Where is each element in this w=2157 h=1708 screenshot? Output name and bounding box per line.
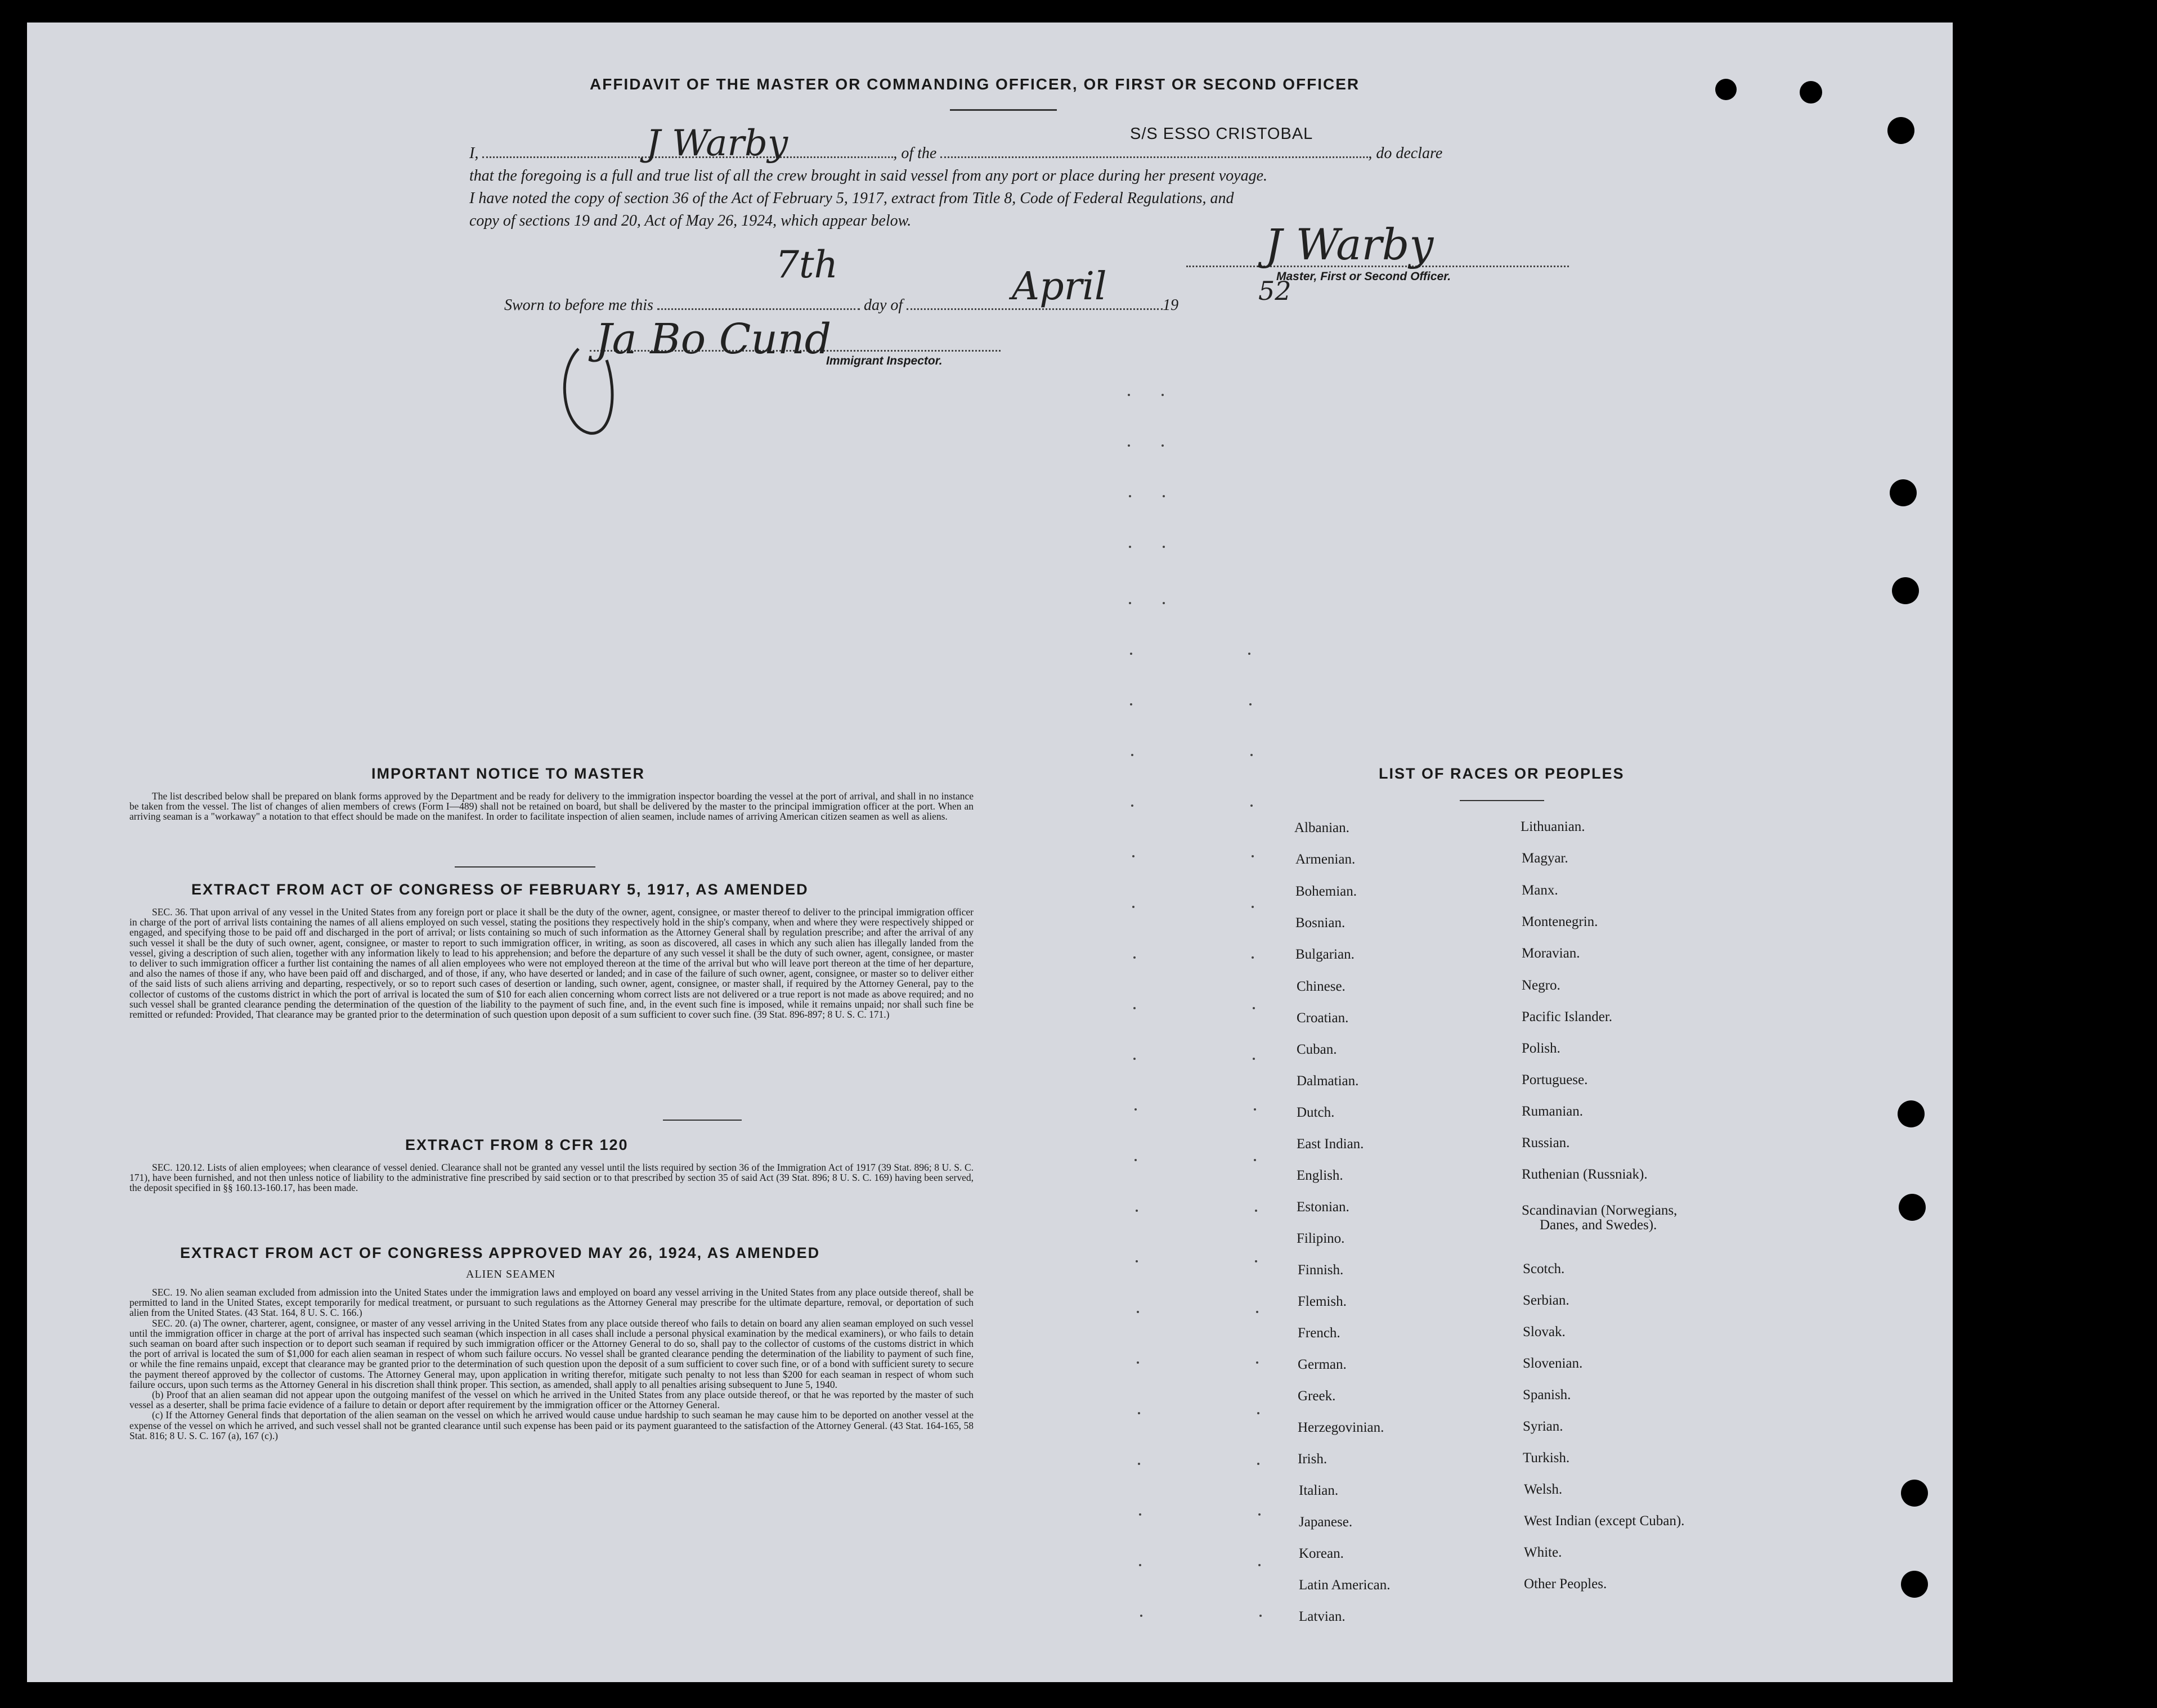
race-item: Other Peoples. — [1524, 1576, 1607, 1592]
race-item: Cuban. — [1297, 1042, 1337, 1057]
document-page — [27, 23, 1953, 1682]
race-item: Welsh. — [1524, 1482, 1563, 1497]
notice-title: IMPORTANT NOTICE TO MASTER — [371, 765, 645, 782]
race-item: Finnish. — [1298, 1262, 1344, 1278]
section-20b-text: (b) Proof that an alien seaman did not appear upon the outgoing manifest of the vessel on which he arrived in the United States from any place outside thereof, or that he was reported by the master of such vessel as a deserter, shall be prima facie evidence of a failure to detain or deport after requirement by the immigration officer or the Attorney General. — [129, 1389, 974, 1411]
section-120-12-text: SEC. 120.12. Lists of alien employees; when clearance of vessel denied. Clearance shall not be granted any vessel until the lists required by section 36 of the Immigration Act of 1917 (39 Stat. 896; 8 U. S. C. 171), have been furnished, and not then unless notice of liability to the administrative fine prescribed by said section or to that prescribed by section 35 of said Act (39 Stat. 896; 8 U. S. C. 169) having been served, the deposit specified in §§ 160.13-160.17, has been made. — [129, 1162, 974, 1194]
inspector-signature-flourish — [556, 326, 657, 439]
race-item: German. — [1298, 1357, 1347, 1372]
race-item: Syrian. — [1523, 1419, 1563, 1434]
race-item: Herzegovinian. — [1298, 1420, 1384, 1435]
race-item: Montenegrin. — [1522, 914, 1598, 929]
day-value: 7th — [775, 243, 838, 286]
i-label: I, — [469, 145, 479, 162]
race-item: Scandinavian (Norwegians, — [1522, 1203, 1678, 1218]
race-item: Rumanian. — [1522, 1104, 1584, 1119]
race-item: White. — [1524, 1545, 1562, 1560]
punch-hole — [1898, 1100, 1925, 1127]
race-item: West Indian (except Cuban). — [1524, 1513, 1685, 1529]
extract-1924-body — [129, 1287, 974, 1441]
sworn-label: Sworn to before me this — [504, 296, 653, 314]
race-item: Manx. — [1522, 883, 1558, 898]
races-divider — [1460, 800, 1544, 801]
race-item: East Indian. — [1297, 1136, 1364, 1152]
extract-cfr-body — [129, 1162, 974, 1193]
race-item: Albanian. — [1294, 820, 1349, 835]
race-item: Negro. — [1522, 978, 1560, 993]
extract-1917-title: EXTRACT FROM ACT OF CONGRESS OF FEBRUARY 5, 1917, AS AMENDED — [191, 881, 809, 898]
race-item: Lithuanian. — [1521, 819, 1585, 834]
races-title: LIST OF RACES OR PEOPLES — [1379, 765, 1625, 782]
race-item: Irish. — [1298, 1451, 1328, 1467]
race-item: Latin American. — [1299, 1577, 1391, 1593]
race-item: Spanish. — [1523, 1387, 1571, 1403]
declaration-line-4: copy of sections 19 and 20, Act of May 26, 1924, which appear below. — [469, 212, 912, 230]
section-36-text: SEC. 36. That upon arrival of any vessel in the United States from any foreign port or place it shall be the duty of the owner, agent, consignee, or master thereof to deliver to the principal immigration officer in charge of the port of arrival lists containing the names of all aliens employed on such vessel, stating the positions they respectively hold in the ship's company, when and where they were respectively shipped or engaged, and specifying those to be paid off and discharged in the port of arrival; or lists containing so much of such information as the Attorney General shall by regulation prescribe; and after the arrival of any such vessel it shall be the duty of such owner, agent, consignee, or master to report to such immigration officer, in writing, as soon as discovered, all cases in which any such alien has illegally landed from the vessel, giving a description of such alien, together with any information likely to lead to his apprehension; and before the departure of any such vessel it shall be the duty of such owner, agent, consignee, or master to deliver to such immigration officer a further list containing the names of all alien employees who were not employed thereon at the time of the arrival but who will leave port thereon at the time of her departure, and also the names of those if any, who have been paid off and discharged, and of those, if any, who have deserted or landed; and in case of the failure of such owner, agent, consignee, or master so to deliver either of the said lists of such aliens arriving and departing, respectively, or so to report such cases of desertion or landing, such owner, agent, consignee, or master shall, if required by the Attorney General, pay to the collector of customs of the customs district in which the port of arrival is located the sum of $10 for each alien concerning whom correct lists are not delivered or a true report is not made as above required; and no such vessel shall be granted clearance pending the determination of the question of the liability to the payment of such fine, and, in the event such fine is imposed, while it remains unpaid; nor shall such fine be remitted or refunded: Provided, That clearance may be granted prior to the determination of such question upon deposit of a sum sufficient to cover such fine. (39 Stat. 896-897; 8 U. S. C. 171.) — [129, 906, 974, 1021]
race-item: Serbian. — [1523, 1293, 1569, 1308]
title-divider — [950, 109, 1057, 111]
notice-text: The list described below shall be prepared on blank forms approved by the Department and be ready for delivery to the immigration inspector boarding the vessel at the port of arrival, and shall in no instance be taken from the vessel. The list of changes of alien members of crews (Form I—489) shall not be retained on board, but shall be delivered by the master to the principal immigration officer at the port. When an arriving seaman is a "workaway" a notation to that effect should be made on the manifest. In order to facilitate inspection of alien seamen, include names of arriving American citizen seamen as well as aliens. — [129, 790, 974, 822]
extract-cfr-title: EXTRACT FROM 8 CFR 120 — [405, 1136, 629, 1153]
race-item: Japanese. — [1299, 1514, 1353, 1530]
punch-hole — [1901, 1480, 1928, 1507]
race-item: French. — [1298, 1325, 1340, 1341]
punch-hole — [1800, 81, 1822, 104]
master-signature: J Warby — [1265, 219, 1434, 269]
do-declare-label: , do declare — [1368, 145, 1443, 162]
declaration-line-3: I have noted the copy of section 36 of the Act of February 5, 1917, extract from Title 8, Code of Federal Regulations, and — [469, 190, 1234, 207]
year-prefix: 19 — [1163, 296, 1179, 314]
punch-hole — [1892, 577, 1919, 604]
race-item: Dutch. — [1297, 1105, 1335, 1120]
race-item: Moravian. — [1522, 946, 1580, 961]
affidavit-declaration — [469, 140, 1572, 232]
race-item: Magyar. — [1522, 851, 1568, 866]
race-item: Turkish. — [1523, 1450, 1570, 1466]
month-value: April — [1012, 264, 1107, 309]
notice-body — [129, 791, 974, 822]
officer-signature-inline: J Warby — [646, 123, 788, 164]
race-item: Armenian. — [1295, 852, 1356, 867]
race-item: English. — [1297, 1168, 1343, 1183]
race-item: Dalmatian. — [1297, 1073, 1359, 1089]
inspector-signature: Ja Bo Cund — [595, 315, 832, 363]
declaration-line-2: that the foregoing is a full and true list of all the crew brought in said vessel from any port or place during her present voyage. — [469, 167, 1268, 185]
race-item: Polish. — [1522, 1041, 1560, 1056]
punch-hole — [1715, 79, 1737, 100]
extract-1924-title: EXTRACT FROM ACT OF CONGRESS APPROVED MAY 26, 1924, AS AMENDED — [180, 1244, 820, 1261]
affidavit-title: AFFIDAVIT OF THE MASTER OR COMMANDING OFFICER, OR FIRST OR SECOND OFFICER — [590, 75, 1360, 93]
race-item: Pacific Islander. — [1522, 1009, 1613, 1024]
race-item: Italian. — [1299, 1483, 1339, 1498]
extract-1917-body — [129, 907, 974, 1019]
extract-1924-subtitle: ALIEN SEAMEN — [466, 1268, 556, 1280]
year-value: 52 — [1258, 276, 1291, 306]
race-item: Greek. — [1298, 1388, 1336, 1404]
section-20c-text: (c) If the Attorney General finds that deportation of the alien seaman on the vessel on which he arrived would cause undue hardship to such seaman he may cause him to be deported on another vessel at the expense of the vessel on which he arrived, and such vessel shall not be granted clearance until such expense has been paid or its payment guaranteed to the satisfaction of the Attorney General. (43 Stat. 164-165, 58 Stat. 816; 8 U. S. C. 167 (a), 167 (c).) — [129, 1409, 974, 1441]
day-field — [657, 291, 860, 310]
race-item: Slovak. — [1523, 1324, 1566, 1340]
of-the-label: , of the — [893, 145, 937, 162]
race-item: Flemish. — [1298, 1294, 1347, 1309]
race-item: Russian. — [1522, 1135, 1570, 1150]
race-item: Korean. — [1299, 1546, 1344, 1561]
race-item: Croatian. — [1297, 1010, 1349, 1026]
race-item: Filipino. — [1297, 1231, 1345, 1246]
punch-hole — [1890, 479, 1917, 506]
extract-1917-divider — [663, 1120, 742, 1121]
section-19-text: SEC. 19. No alien seaman excluded from admission into the United States under the immigration laws and employed on board any vessel arriving in the United States from any place outside thereof, shall be permitted to land in the United States, except temporarily for medical treatment, or pursuant to such regulations as the Attorney General may prescribe for the ultimate departure, removal, or deportation of such alien from the United States. (43 Stat. 164, 8 U. S. C. 166.) — [129, 1287, 974, 1319]
race-item: Slovenian. — [1523, 1356, 1583, 1371]
race-item: Portuguese. — [1522, 1072, 1588, 1087]
race-item: Danes, and Swedes). — [1540, 1217, 1657, 1233]
race-item: Chinese. — [1297, 979, 1346, 994]
race-item: Ruthenian (Russniak). — [1522, 1167, 1648, 1182]
race-item: Bohemian. — [1295, 884, 1357, 899]
punch-hole — [1887, 117, 1914, 144]
punch-hole — [1899, 1194, 1926, 1221]
vessel-name-value: S/S ESSO CRISTOBAL — [1130, 125, 1313, 143]
race-item: Latvian. — [1299, 1609, 1346, 1624]
race-item: Bulgarian. — [1295, 947, 1355, 962]
race-item: Bosnian. — [1295, 915, 1346, 931]
section-20a-text: SEC. 20. (a) The owner, charterer, agent, consignee, or master of any vessel arriving in the United States from any place outside thereof who fails to detain on board any alien seaman employed on such vessel until the immigration officer in charge at the port of arrival has inspected such seaman (which inspection in all cases shall include a personal physical examination by the medical examiners), or who fails to detain such seaman on board after such inspection or to deport such seaman if required by such immigration officer or the Attorney General to do so, shall pay to the collector of customs of the customs district in which the port of arrival is located the sum of $1,000 for each alien seaman in respect of whom such failure occurs. No vessel shall be granted clearance pending the determination of the liability to payment of such fine, or while the fine remains unpaid, except that clearance may be granted prior to the determination of such question upon the deposit of a sum sufficient to cover such fine, or of a bond with sufficient surety to secure the payment thereof approved by the collector of customs. The Attorney General may, upon application in writing therefor, mitigate such penalty to not less than $200 for each seaman in respect of whom such failure occurs, upon such terms as the Attorney General in his discretion shall think proper. This section, as amended, shall apply to all penalties arising subsequent to June 5, 1940. — [129, 1317, 974, 1390]
day-of-label: day of — [863, 296, 903, 314]
race-item: Scotch. — [1523, 1261, 1565, 1276]
punch-hole — [1901, 1571, 1928, 1598]
race-item: Estonian. — [1297, 1199, 1349, 1215]
master-caption: Master, First or Second Officer. — [1276, 270, 1451, 283]
notice-divider — [455, 866, 595, 868]
inspector-caption: Immigrant Inspector. — [826, 354, 943, 367]
